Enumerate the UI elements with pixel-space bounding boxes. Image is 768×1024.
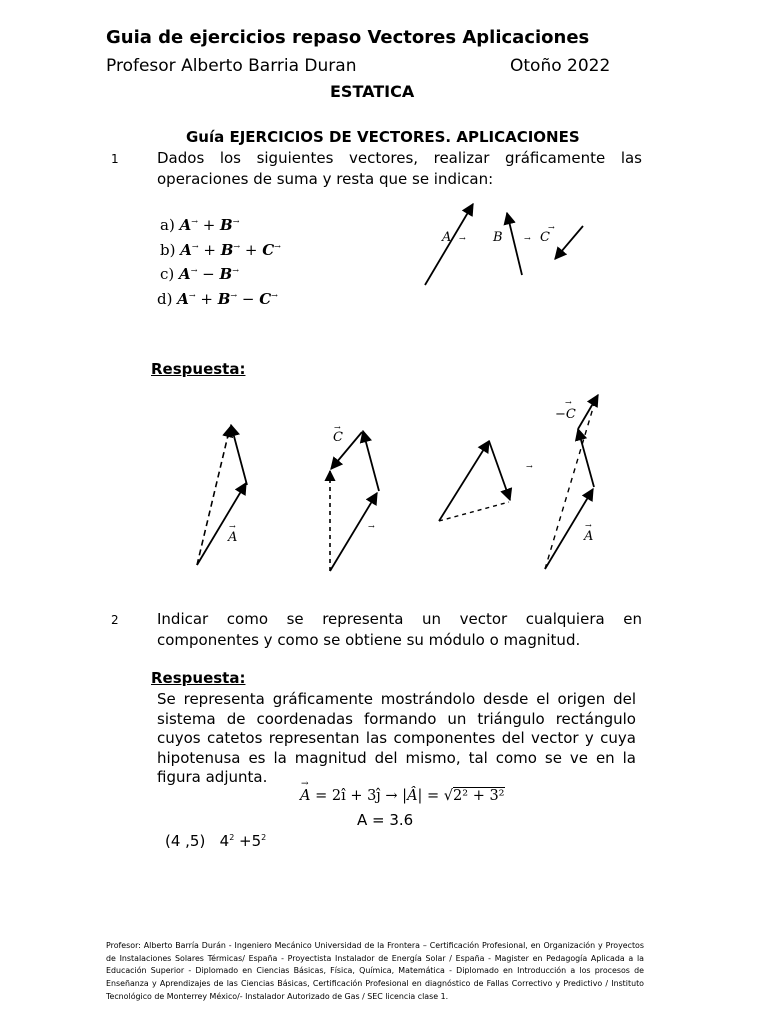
- svg-text:→: →: [229, 522, 236, 531]
- answer-text: Se representa gráficamente mostrándolo desde el origen del sistema de coordenadas formando un triángulo rectángulo cuyos catetos representan las componentes del vector y cuya hipotenusa es la magnitud del mismo, tal como se ve en la figura adjunta.: [157, 690, 636, 786]
- question-number: 1: [111, 152, 119, 166]
- svg-text:→: →: [368, 522, 375, 531]
- svg-text:→: →: [585, 521, 592, 530]
- magnitude-formula: → A = 2î + 3ĵ → |Â| = √2² + 3²: [300, 779, 505, 804]
- svg-text:→: →: [334, 423, 341, 432]
- diagram-a-plus-b-minus-c: [545, 395, 598, 569]
- given-vectors-figure: [415, 195, 595, 295]
- professor-name: Profesor Alberto Barria Duran: [106, 56, 357, 76]
- answer-diagrams: [185, 385, 615, 580]
- guide-title: Guía EJERCICIOS DE VECTORES. APLICACIONES: [186, 128, 580, 146]
- diagram-d-a-label: A: [584, 529, 594, 544]
- operation-a: a) A→ + B→: [160, 216, 240, 234]
- term: Otoño 2022: [510, 56, 611, 76]
- label-a: A: [442, 230, 452, 245]
- subject: ESTATICA: [330, 82, 415, 101]
- footer-credentials: Profesor: Alberto Barría Durán - Ingeniero Mecánico Universidad de la Frontera – Certificación Profesional, en Organización y Proyectos de Instalaciones Solares Térmicas/ España - Proyectista Instalador de Energía Solar / España - Magister en Pedagogía Aplicada a la Educación Superior - Diplomado en Ciencias Básicas, Física, Química, Matemática - Diplomado en Introducción a los procesos de Enseñanza y Aprendizajes de las Ciencias Básicas, Certificación Profesional en diagnóstico de Fallas Correctivo y Predictivo / Instituto Tecnológico de Monterrey México/- Instalador Autorizado de Gas / SEC licencia clase 1.: [106, 941, 644, 1001]
- operation-b: b) A→ + B→ + C→: [160, 241, 281, 259]
- label-b-arrow: →: [524, 234, 531, 243]
- svg-text:→: →: [565, 398, 572, 407]
- svg-text:→: →: [526, 462, 533, 471]
- diagram-a-label: A: [228, 530, 238, 545]
- operation-c: c) A→ − B→: [160, 265, 239, 283]
- label-b: B: [493, 230, 503, 245]
- example-components: (4 ,5) $4^2 +5^2$: [165, 832, 267, 850]
- diagram-c-label: C: [333, 430, 343, 445]
- diagram-a-minus-b: [439, 441, 533, 521]
- diagram-a-plus-b: [197, 425, 247, 565]
- answer-label-2: Respuesta:: [151, 669, 246, 687]
- magnitude-result: A = 3.6: [357, 811, 414, 829]
- question-text: Dados los siguientes vectores, realizar gráficamente las operaciones de suma y resta que se indican:: [157, 149, 642, 188]
- vector-c-arrow: [555, 226, 583, 259]
- label-c: C: [540, 230, 550, 245]
- label-a-arrow: →: [459, 234, 466, 243]
- operation-d: d) A→ + B→ − C→: [157, 290, 278, 308]
- question-number: 2: [111, 613, 119, 627]
- document-title: Guia de ejercicios repaso Vectores Aplicaciones: [106, 27, 590, 48]
- answer-label-1: Respuesta:: [151, 360, 246, 378]
- vector-b-arrow: [507, 213, 522, 275]
- question-text: Indicar como se representa un vector cualquiera en componentes y como se obtiene su módulo o magnitud.: [157, 610, 642, 649]
- diagram-neg-c-label: −C: [555, 407, 576, 422]
- diagram-a-plus-b-plus-c: [330, 423, 379, 571]
- label-c-arrow: →: [548, 223, 555, 232]
